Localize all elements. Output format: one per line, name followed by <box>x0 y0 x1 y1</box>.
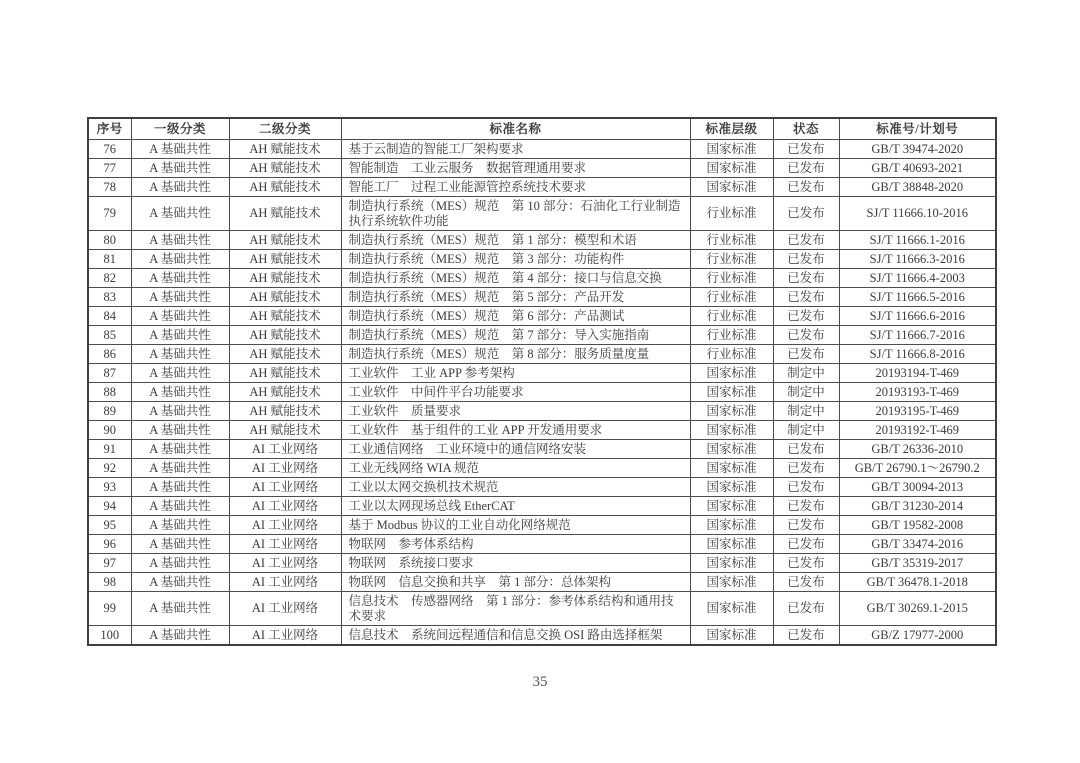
cell-standard-code: 20193194-T-469 <box>839 364 996 383</box>
cell-status: 已发布 <box>773 307 839 326</box>
cell-standard-level: 国家标准 <box>690 626 773 646</box>
cell-status: 已发布 <box>773 497 839 516</box>
cell-standard-level: 行业标准 <box>690 288 773 307</box>
table-row <box>88 497 996 516</box>
cell-category2: AH 赋能技术 <box>229 383 341 402</box>
cell-category1: A 基础共性 <box>131 402 229 421</box>
cell-standard-code: GB/T 35319-2017 <box>839 554 996 573</box>
table-row <box>88 326 996 345</box>
cell-standard-code: SJ/T 11666.7-2016 <box>839 326 996 345</box>
cell-standard-level: 行业标准 <box>690 197 773 231</box>
cell-category1: A 基础共性 <box>131 197 229 231</box>
cell-status: 已发布 <box>773 197 839 231</box>
cell-standard-level: 国家标准 <box>690 592 773 626</box>
cell-category2: AH 赋能技术 <box>229 364 341 383</box>
cell-serial: 79 <box>88 197 131 231</box>
cell-category1: A 基础共性 <box>131 383 229 402</box>
cell-status: 已发布 <box>773 478 839 497</box>
cell-standard-name: 物联网 信息交换和共享 第 1 部分：总体架构 <box>341 573 690 592</box>
cell-category1: A 基础共性 <box>131 497 229 516</box>
cell-category2: AH 赋能技术 <box>229 345 341 364</box>
cell-serial: 91 <box>88 440 131 459</box>
cell-status: 已发布 <box>773 535 839 554</box>
cell-standard-name: 制造执行系统（MES）规范 第 3 部分：功能构件 <box>341 250 690 269</box>
table-row <box>88 421 996 440</box>
cell-category1: A 基础共性 <box>131 573 229 592</box>
cell-status: 已发布 <box>773 140 839 159</box>
cell-category1: A 基础共性 <box>131 250 229 269</box>
table-row <box>88 178 996 197</box>
cell-standard-level: 国家标准 <box>690 178 773 197</box>
cell-standard-name: 制造执行系统（MES）规范 第 6 部分：产品测试 <box>341 307 690 326</box>
table-row <box>88 383 996 402</box>
table-row <box>88 250 996 269</box>
cell-category2: AH 赋能技术 <box>229 288 341 307</box>
cell-standard-name: 信息技术 系统间远程通信和信息交换 OSI 路由选择框架 <box>341 626 690 646</box>
cell-standard-level: 国家标准 <box>690 478 773 497</box>
cell-serial: 83 <box>88 288 131 307</box>
cell-standard-name: 信息技术 传感器网络 第 1 部分：参考体系结构和通用技术要求 <box>341 592 690 626</box>
cell-standard-level: 国家标准 <box>690 440 773 459</box>
cell-standard-code: GB/T 30094-2013 <box>839 478 996 497</box>
cell-standard-code: SJ/T 11666.1-2016 <box>839 231 996 250</box>
cell-category1: A 基础共性 <box>131 288 229 307</box>
cell-standard-code: GB/T 33474-2016 <box>839 535 996 554</box>
cell-category2: AH 赋能技术 <box>229 231 341 250</box>
table-row <box>88 345 996 364</box>
cell-category1: A 基础共性 <box>131 626 229 646</box>
header-code: 标准号/计划号 <box>839 118 996 140</box>
cell-serial: 80 <box>88 231 131 250</box>
cell-standard-name: 智能制造 工业云服务 数据管理通用要求 <box>341 159 690 178</box>
cell-standard-code: SJ/T 11666.4-2003 <box>839 269 996 288</box>
cell-standard-level: 国家标准 <box>690 364 773 383</box>
cell-serial: 90 <box>88 421 131 440</box>
cell-standard-code: GB/T 40693-2021 <box>839 159 996 178</box>
cell-standard-code: GB/T 36478.1-2018 <box>839 573 996 592</box>
cell-category1: A 基础共性 <box>131 159 229 178</box>
cell-standard-level: 国家标准 <box>690 497 773 516</box>
cell-serial: 97 <box>88 554 131 573</box>
cell-category2: AI 工业网络 <box>229 440 341 459</box>
cell-category1: A 基础共性 <box>131 231 229 250</box>
cell-serial: 94 <box>88 497 131 516</box>
header-level: 标准层级 <box>690 118 773 140</box>
cell-category1: A 基础共性 <box>131 516 229 535</box>
cell-status: 制定中 <box>773 402 839 421</box>
cell-standard-code: 20193195-T-469 <box>839 402 996 421</box>
cell-category1: A 基础共性 <box>131 140 229 159</box>
cell-standard-code: SJ/T 11666.3-2016 <box>839 250 996 269</box>
table-row <box>88 440 996 459</box>
header-category2: 二级分类 <box>229 118 341 140</box>
cell-standard-level: 国家标准 <box>690 383 773 402</box>
cell-serial: 86 <box>88 345 131 364</box>
table-row <box>88 288 996 307</box>
cell-status: 已发布 <box>773 326 839 345</box>
standards-table <box>87 117 997 646</box>
header-serial: 序号 <box>88 118 131 140</box>
cell-category2: AI 工业网络 <box>229 626 341 646</box>
cell-status: 已发布 <box>773 516 839 535</box>
cell-category2: AH 赋能技术 <box>229 159 341 178</box>
cell-standard-name: 工业以太网现场总线 EtherCAT <box>341 497 690 516</box>
cell-category2: AI 工业网络 <box>229 497 341 516</box>
cell-category1: A 基础共性 <box>131 535 229 554</box>
cell-serial: 82 <box>88 269 131 288</box>
cell-category2: AH 赋能技术 <box>229 402 341 421</box>
cell-category2: AH 赋能技术 <box>229 140 341 159</box>
cell-standard-name: 基于 Modbus 协议的工业自动化网络规范 <box>341 516 690 535</box>
header-category1: 一级分类 <box>131 118 229 140</box>
cell-serial: 78 <box>88 178 131 197</box>
cell-standard-level: 行业标准 <box>690 345 773 364</box>
cell-serial: 85 <box>88 326 131 345</box>
table-row <box>88 269 996 288</box>
cell-standard-code: 20193193-T-469 <box>839 383 996 402</box>
cell-standard-name: 物联网 参考体系结构 <box>341 535 690 554</box>
cell-standard-code: GB/T 30269.1-2015 <box>839 592 996 626</box>
cell-category1: A 基础共性 <box>131 364 229 383</box>
cell-category1: A 基础共性 <box>131 440 229 459</box>
cell-standard-level: 国家标准 <box>690 421 773 440</box>
cell-status: 已发布 <box>773 592 839 626</box>
cell-standard-code: GB/T 19582-2008 <box>839 516 996 535</box>
cell-category1: A 基础共性 <box>131 554 229 573</box>
cell-serial: 92 <box>88 459 131 478</box>
table-row <box>88 535 996 554</box>
table-row <box>88 573 996 592</box>
cell-status: 制定中 <box>773 383 839 402</box>
cell-status: 已发布 <box>773 288 839 307</box>
table-row <box>88 554 996 573</box>
cell-standard-code: SJ/T 11666.6-2016 <box>839 307 996 326</box>
cell-category1: A 基础共性 <box>131 269 229 288</box>
cell-status: 已发布 <box>773 440 839 459</box>
cell-standard-level: 国家标准 <box>690 159 773 178</box>
table-row <box>88 231 996 250</box>
cell-serial: 88 <box>88 383 131 402</box>
cell-standard-level: 国家标准 <box>690 516 773 535</box>
cell-serial: 93 <box>88 478 131 497</box>
cell-category2: AH 赋能技术 <box>229 307 341 326</box>
cell-status: 已发布 <box>773 554 839 573</box>
table-row <box>88 307 996 326</box>
cell-status: 已发布 <box>773 250 839 269</box>
cell-category1: A 基础共性 <box>131 326 229 345</box>
cell-status: 已发布 <box>773 231 839 250</box>
table-row <box>88 402 996 421</box>
cell-standard-name: 工业通信网络 工业环境中的通信网络安装 <box>341 440 690 459</box>
cell-standard-code: 20193192-T-469 <box>839 421 996 440</box>
cell-category2: AI 工业网络 <box>229 554 341 573</box>
cell-category1: A 基础共性 <box>131 345 229 364</box>
cell-standard-name: 基于云制造的智能工厂架构要求 <box>341 140 690 159</box>
cell-standard-name: 工业无线网络 WIA 规范 <box>341 459 690 478</box>
cell-standard-name: 工业软件 基于组件的工业 APP 开发通用要求 <box>341 421 690 440</box>
cell-status: 制定中 <box>773 421 839 440</box>
cell-category2: AI 工业网络 <box>229 478 341 497</box>
page-number: 35 <box>532 674 548 690</box>
cell-status: 已发布 <box>773 269 839 288</box>
cell-category2: AH 赋能技术 <box>229 421 341 440</box>
header-standard-name: 标准名称 <box>341 118 690 140</box>
cell-category1: A 基础共性 <box>131 421 229 440</box>
cell-standard-name: 工业软件 质量要求 <box>341 402 690 421</box>
cell-serial: 81 <box>88 250 131 269</box>
cell-standard-code: GB/T 39474-2020 <box>839 140 996 159</box>
table-row <box>88 592 996 626</box>
table-row <box>88 478 996 497</box>
cell-standard-name: 工业以太网交换机技术规范 <box>341 478 690 497</box>
cell-category2: AI 工业网络 <box>229 459 341 478</box>
cell-standard-code: GB/Z 17977-2000 <box>839 626 996 646</box>
cell-category2: AI 工业网络 <box>229 535 341 554</box>
table-row <box>88 140 996 159</box>
header-status: 状态 <box>773 118 839 140</box>
cell-standard-level: 国家标准 <box>690 535 773 554</box>
cell-standard-name: 工业软件 工业 APP 参考架构 <box>341 364 690 383</box>
cell-standard-code: GB/T 38848-2020 <box>839 178 996 197</box>
cell-category2: AH 赋能技术 <box>229 269 341 288</box>
cell-standard-level: 国家标准 <box>690 573 773 592</box>
cell-category1: A 基础共性 <box>131 478 229 497</box>
cell-serial: 96 <box>88 535 131 554</box>
cell-serial: 89 <box>88 402 131 421</box>
cell-standard-code: SJ/T 11666.10-2016 <box>839 197 996 231</box>
cell-serial: 77 <box>88 159 131 178</box>
cell-standard-name: 制造执行系统（MES）规范 第 8 部分：服务质量度量 <box>341 345 690 364</box>
cell-status: 已发布 <box>773 626 839 646</box>
cell-standard-code: GB/T 26336-2010 <box>839 440 996 459</box>
cell-serial: 87 <box>88 364 131 383</box>
table-row <box>88 516 996 535</box>
cell-serial: 84 <box>88 307 131 326</box>
cell-serial: 95 <box>88 516 131 535</box>
cell-standard-code: SJ/T 11666.8-2016 <box>839 345 996 364</box>
cell-standard-level: 行业标准 <box>690 307 773 326</box>
cell-category1: A 基础共性 <box>131 307 229 326</box>
cell-status: 已发布 <box>773 345 839 364</box>
cell-standard-name: 制造执行系统（MES）规范 第 1 部分：模型和术语 <box>341 231 690 250</box>
cell-category2: AI 工业网络 <box>229 573 341 592</box>
table-row <box>88 459 996 478</box>
table-header-row <box>88 118 996 140</box>
cell-category1: A 基础共性 <box>131 592 229 626</box>
table-row <box>88 364 996 383</box>
cell-category2: AH 赋能技术 <box>229 250 341 269</box>
cell-category1: A 基础共性 <box>131 459 229 478</box>
cell-standard-code: GB/T 31230-2014 <box>839 497 996 516</box>
cell-standard-name: 工业软件 中间件平台功能要求 <box>341 383 690 402</box>
table-row <box>88 159 996 178</box>
cell-standard-level: 国家标准 <box>690 459 773 478</box>
cell-standard-name: 制造执行系统（MES）规范 第 4 部分：接口与信息交换 <box>341 269 690 288</box>
cell-standard-level: 行业标准 <box>690 269 773 288</box>
cell-status: 制定中 <box>773 364 839 383</box>
cell-standard-level: 国家标准 <box>690 140 773 159</box>
cell-category2: AH 赋能技术 <box>229 197 341 231</box>
cell-standard-name: 制造执行系统（MES）规范 第 10 部分：石油化工行业制造执行系统软件功能 <box>341 197 690 231</box>
cell-standard-code: SJ/T 11666.5-2016 <box>839 288 996 307</box>
cell-standard-code: GB/T 26790.1～26790.2 <box>839 459 996 478</box>
cell-standard-level: 国家标准 <box>690 402 773 421</box>
cell-standard-level: 行业标准 <box>690 326 773 345</box>
cell-serial: 76 <box>88 140 131 159</box>
cell-standard-name: 制造执行系统（MES）规范 第 7 部分：导入实施指南 <box>341 326 690 345</box>
cell-standard-name: 智能工厂 过程工业能源管控系统技术要求 <box>341 178 690 197</box>
cell-category2: AI 工业网络 <box>229 592 341 626</box>
cell-standard-name: 制造执行系统（MES）规范 第 5 部分：产品开发 <box>341 288 690 307</box>
cell-serial: 99 <box>88 592 131 626</box>
cell-standard-level: 行业标准 <box>690 231 773 250</box>
table-row <box>88 197 996 231</box>
cell-status: 已发布 <box>773 459 839 478</box>
cell-serial: 98 <box>88 573 131 592</box>
cell-category1: A 基础共性 <box>131 178 229 197</box>
cell-standard-name: 物联网 系统接口要求 <box>341 554 690 573</box>
cell-serial: 100 <box>88 626 131 646</box>
cell-standard-level: 行业标准 <box>690 250 773 269</box>
cell-status: 已发布 <box>773 159 839 178</box>
cell-category2: AH 赋能技术 <box>229 178 341 197</box>
cell-status: 已发布 <box>773 573 839 592</box>
cell-status: 已发布 <box>773 178 839 197</box>
cell-category2: AI 工业网络 <box>229 516 341 535</box>
cell-standard-level: 国家标准 <box>690 554 773 573</box>
cell-category2: AH 赋能技术 <box>229 326 341 345</box>
table-row <box>88 626 996 646</box>
